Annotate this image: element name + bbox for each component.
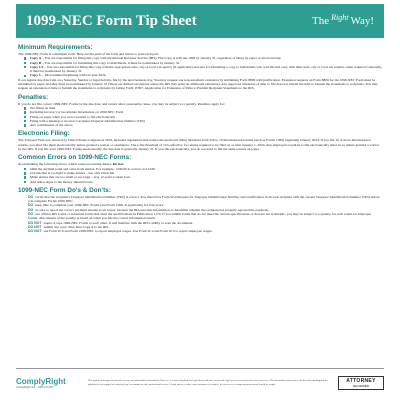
minimum-heading: Minimum Requirements: — [18, 44, 93, 51]
dos-text: use official IRS forms or substitute forms that meet the specifications in Publication 1179. If you submit forms that do not meet the current specifications or that are not scannable, you may be subject to a penalty for each return for improper format. The amount of the penalty is based on when you file the correct information return. — [28, 212, 372, 221]
dos-text: submit any copy other than Copy A to the IRS. — [43, 224, 110, 229]
dos-text: be sure to report the correct payment amount in all boxes; because the IRS uses this information to determine whether the recipient has properly reported the payment. — [35, 207, 269, 212]
attorney-reviewed-badge — [338, 376, 384, 390]
minimum-closing: If our regular due date falls on a Saturday, Sunday or legal holiday, file by the next business day. You may request one non-automatic extension by submitting Form 8809 with justification. Extension requests on Form 8809 for the 1099-NEC Form must be submitted by paper and they must be postmarked by January 31 (There are limited exceptions where the IRS may grant an additional extension). Any approved extension of time to file does not extend the time to furnish the statements to recipients. You may request an extension of time to furnish the statements to recipients by faxing Form 15397, Application for Extension of Time to Furnish Recipient Statements to the IRS. — [18, 77, 378, 91]
attorney-sub: REVIEWED — [352, 383, 369, 388]
page-header — [16, 4, 384, 38]
copies-list — [18, 56, 382, 77]
minimum-intro: The 1099-NEC Form is a multipart form. Here are the parts of the form and where to send each part: — [18, 52, 159, 56]
copy-label: Copy B — [30, 60, 42, 65]
list-item: Not filing on time — [30, 106, 382, 110]
list-item: Make entries that are too small or too large – stay 12 point Courier font — [30, 175, 382, 179]
list-item: Omit the decimal point and cents from entries. For example, 1230.00 is correct; not 1230 — [30, 167, 382, 171]
copy-label: Copy 1/2 — [30, 64, 44, 69]
list-item: Any combination of the above — [30, 123, 382, 127]
list-item: Filing with a missing or incorrect recipient Taxpayer Identification Number (TIN) — [30, 119, 382, 123]
brand-logo — [312, 15, 374, 27]
dos-text: staple or tape 1099-NEC Forms to each other. It will interfere with the IRS's ability to scan the documents. — [43, 220, 193, 225]
penalties-intro: If you do not file correct 1099-NEC Forms by the due date, and cannot show reasonable cause, you may be subject to a penalty. Penalties apply for: — [18, 101, 225, 106]
dos-keyword: DO — [28, 207, 34, 212]
list-item: Including incorrect or incomplete information on 1099-NEC Form — [30, 110, 382, 114]
logo-subtext: ComplyRight.com • 1.800.123.4567 — [16, 385, 54, 389]
logo-text: ComplyRight — [16, 376, 66, 386]
copy-text: – You are responsible for filing this copy with the appropriate state, city or local tax agency (if applicable) and also for furnishing a copy to individuals who will file this copy with their state, city or local tax returns, when required. Generally, it must be postmarked by January 31. — [30, 64, 382, 74]
dos-heading: 1099-NEC Form Do's & Don'ts: — [18, 186, 111, 194]
dos-text: keep time to complete your 1099-NEC Forms (and Form 1096, if applicable) for four years. — [35, 203, 164, 208]
electronic-text: The Taxpayer First Act, enacted by United States Congress in 2019, included regulations that reduce the electronic filing threshold from 250 to 10 informational returns (such as Forms 1099) beginning January 2024. If you file 10 or more informational returns, you must file them electronically unless granted a waiver or exemption. The e-file threshold of 10 is effective for returns required to be filed on or after January 1, 2024. Any employers required to file electronically must do so unless granted a waiver by the IRS. If you file your 1099-NEC Forms electronically, the due date is generally January 31. If you file electronically, you do not need to file the same returns on paper. — [18, 138, 379, 152]
list-item — [30, 65, 382, 74]
errors-list — [18, 167, 382, 184]
errors-heading: Common Errors on 1099-NEC Forms: — [18, 154, 132, 162]
content — [16, 38, 384, 234]
penalties-heading: Penalties: — [18, 93, 49, 101]
copy-label: Copy A — [30, 56, 42, 61]
donts-keyword: DO NOT — [28, 229, 42, 234]
page-footer — [16, 368, 384, 394]
errors-intro-bold: Do not: — [112, 162, 125, 167]
list-item — [30, 73, 382, 77]
electronic-heading: Electronic Filing: — [18, 130, 70, 138]
brand-right: Right — [331, 13, 349, 22]
list-item: Add dollar signs to the money amount boxes — [30, 180, 382, 184]
disclaimer-text: This product is designed to provide accurate and authoritative information. However, it is not a substitute for legal advice and does not provide legal services or any specific facts or services. The information is presented with the understanding that the publisher is not engaged in rendering legal, accounting or other professional service. If legal advice or other expert assistance is required, the services of a competent professional should be sought. — [88, 379, 328, 386]
dos-keyword: DO — [28, 212, 34, 217]
penalties-list — [18, 106, 382, 127]
list-item: Use ink that is too light to make entries – use only black ink — [30, 171, 382, 175]
copy-text: – You are responsible for filing this copy with the Internal Revenue Service (IRS). File Copy A with the 1096 by January 31, regardless of filing by paper or electronically. — [41, 56, 282, 61]
errors-intro-text: Avoid making the following errors, which cause processing delays. — [18, 162, 113, 167]
dos-keyword: DO — [28, 194, 34, 199]
donts-keyword: DO NOT — [28, 224, 42, 229]
dos-item — [28, 195, 382, 204]
brand-post: Way! — [350, 15, 374, 27]
dos-keyword: DO — [28, 203, 34, 208]
page-title: 1099-NEC Form Tip Sheet — [26, 12, 197, 29]
dos-item — [28, 212, 382, 221]
copy-text: – Discontinued beginning with tax year 2024. — [41, 73, 107, 78]
copy-text: – You are responsible for furnishing this copy to individuals, it must be postmarked by January 31. — [41, 60, 181, 65]
list-item: Filing on paper when you were required to file electronically — [30, 115, 382, 119]
dos-list — [18, 195, 382, 234]
brand-pre: The — [312, 15, 330, 27]
complyright-logo — [16, 377, 78, 389]
dos-item — [28, 229, 382, 233]
copy-label: Copy C — [30, 73, 42, 78]
dos-text: use Form W-9 and Form 1099-NEC to report employee wages. Use Form W-4 and Form W-2 to report employee wages. — [43, 229, 213, 234]
donts-keyword: DO NOT — [28, 220, 42, 225]
dos-text: verify that the recipient's Taxpayer Identification Number (TIN) is correct. You must have Form W-9 Request for Taxpayer Identification Number and Certification from each recipient with the current Taxpayer Identification Number (TIN) before you complete Forms 1099-NEC. — [28, 194, 380, 204]
attorney-main: ATTORNEY — [346, 377, 376, 384]
